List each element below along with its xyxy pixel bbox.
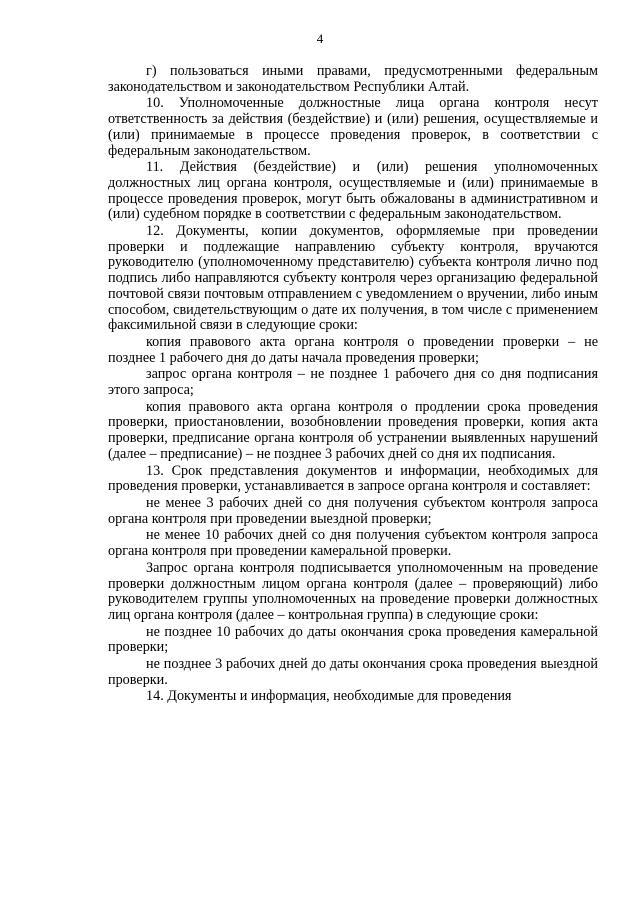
paragraph-10: 10. Уполномоченные должностные лица органа контроля несут ответственность за действия (бездействие) и (или) решения, осуществляемые и (или) принимаемые в процессе проведения проверок, в соответствии с федеральным законодательством. [108,95,598,159]
paragraph-12-deadline-3: копия правового акта органа контроля о продлении срока проведения проверки, приостановлении, возобновлении проведения проверки, копия акта проверки, предписание органа контроля об устранении выявленных нарушений (далее – предписание) – не позднее 3 рабочих дней со дня их подписания. [108,398,598,462]
paragraph-request-signing: Запрос органа контроля подписывается уполномоченным на проведение проверки должностным лицом органа контроля (далее – проверяющий) либо руководителем группы уполномоченных на проведение проверки должностных лиц органа контроля (далее – контрольная группа) в следующие сроки: [108,559,598,623]
paragraph-signing-term-1: не позднее 10 рабочих до даты окончания срока проведения камеральной проверки; [108,623,598,656]
paragraph-item-g: г) пользоваться иными правами, предусмотренными федеральным законодательством и законодательством Республики Алтай. [108,63,598,95]
paragraph-13: 13. Срок представления документов и информации, необходимых для проведения проверки, устанавливается в запросе органа контроля и составляет: [108,462,598,495]
paragraph-13-term-2: не менее 10 рабочих дней со дня получения субъектом контроля запроса органа контроля при проведении камеральной проверки. [108,527,598,560]
paragraph-12-deadline-1: копия правового акта органа контроля о проведении проверки – не позднее 1 рабочего дня до даты начала проведения проверки; [108,333,598,366]
paragraph-11: 11. Действия (бездействие) и (или) решения уполномоченных должностных лиц органа контроля, осуществляемые и (или) принимаемые в процессе проведения проверок, могут быть обжалованы в административном и (или) судебном порядке в соответствии с федеральным законодательством. [108,159,598,223]
paragraph-12: 12. Документы, копии документов, оформляемые при проведении проверки и подлежащие направлению субъекту контроля, вручаются руководителю (уполномоченному представителю) субъекта контроля лично под подпись либо направляются субъекту контроля через организацию федеральной почтовой связи почтовым отправлением с уведомлением о вручении, либо иным способом, свидетельствующим о дате их получения, в том числе с применением факсимильной связи в следующие сроки: [108,223,598,334]
paragraph-13-term-1: не менее 3 рабочих дней со дня получения субъектом контроля запроса органа контроля при проведении выездной проверки; [108,494,598,527]
page-number: 4 [316,31,324,46]
document-body [108,64,598,705]
paragraph-signing-term-2: не позднее 3 рабочих дней до даты окончания срока проведения выездной проверки. [108,656,598,688]
paragraph-12-deadline-2: запрос органа контроля – не позднее 1 рабочего дня со дня подписания этого запроса; [108,366,598,399]
paragraph-14: 14. Документы и информация, необходимые для проведения [146,688,512,705]
